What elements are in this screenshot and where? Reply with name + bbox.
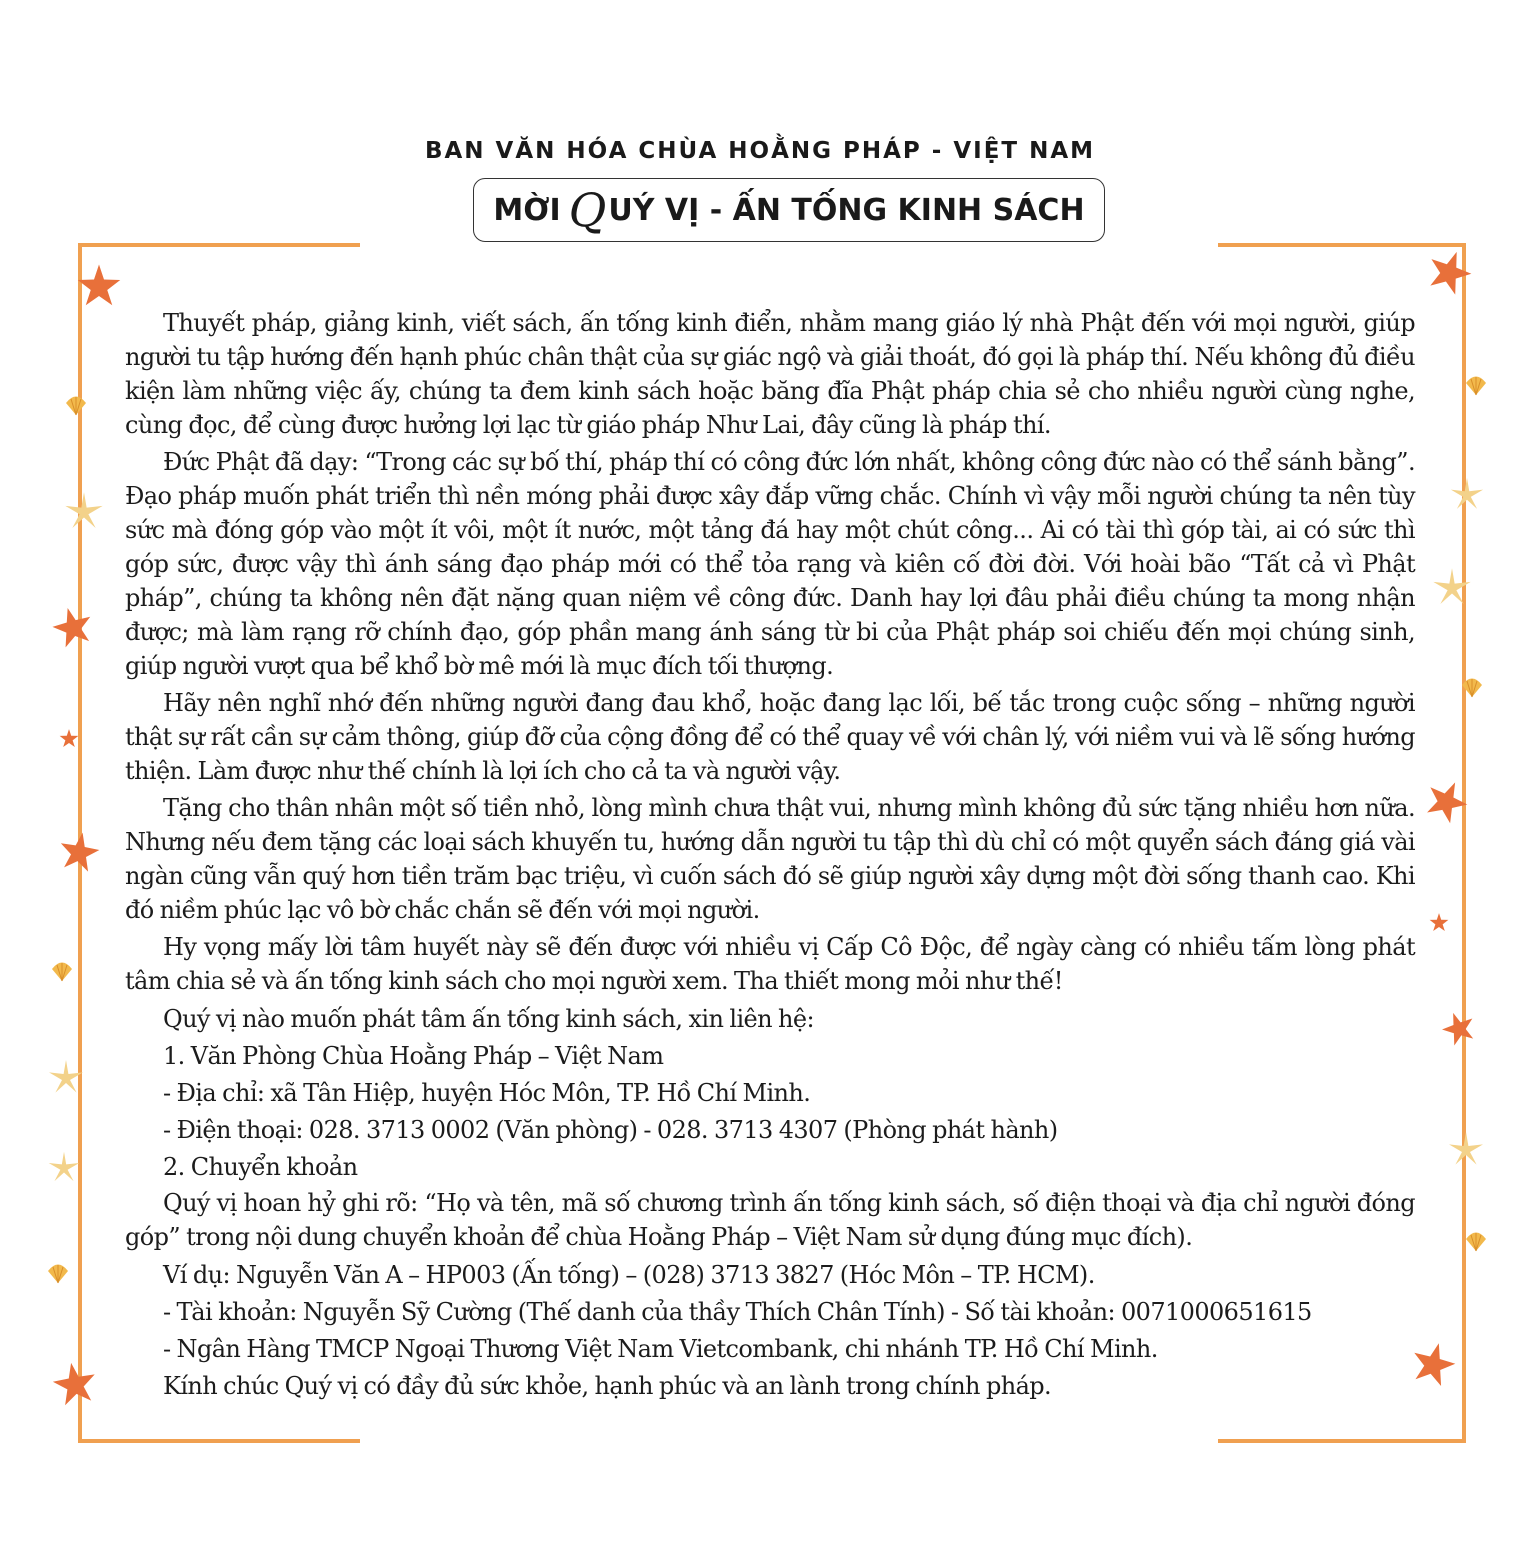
starfish-icon [50,1360,100,1410]
paragraph: Hy vọng mấy lời tâm huyết này sẽ đến được với nhiều vị Cấp Cô Độc, để ngày càng có nhiều tấm lòng phát tâm chia sẻ và ấn tống kinh sách cho mọi người xem. Tha thiết mong mỏi như thế! [125,933,1415,995]
page-title [473,178,1105,242]
title-prefix: MỜI [493,192,561,228]
paragraph: Đức Phật đã dạy: “Trong các sự bố thí, pháp thí có công đức lớn nhất, không công đức nào có thể sánh bằng”. Đạo pháp muốn phát triển thì nền móng phải được xây đắp vững chắc. Chính vì vậy mỗi người chúng ta nên tùy sức mà đóng góp vào một ít vôi, một ít nước, một tảng đá hay một chút công... Ai có tài thì góp tài, ai có sức thì góp sức, được vậy thì ánh sáng đạo pháp mới có thể tỏa rạng và kiên cố đời đời. Với hoài bão “Tất cả vì Phật pháp”, chúng ta không nên đặt nặng quan niệm về công đức. Danh hay lợi đâu phải điều chúng ta mong nhận được; mà làm rạng rỡ chính đạo, góp phần mang ánh sáng từ bi của Phật pháp soi chiếu đến mọi chúng sinh, giúp người vượt qua bể khổ bờ mê mới là mục đích tối thượng. [125,448,1415,680]
starfish-icon [74,262,124,312]
organization-header: BAN VĂN HÓA CHÙA HOẰNG PHÁP - VIỆT NAM [424,138,1096,164]
pale-starfish-icon [46,1150,82,1186]
title-suffix: UÝ VỊ - ẤN TỐNG KINH SÁCH [608,192,1085,228]
transfer-title: 2. Chuyển khoản [163,1153,358,1181]
pale-starfish-icon [1430,566,1474,610]
shell-icon [46,1262,70,1284]
starfish-icon [50,605,96,651]
title-decorative-q: Q [568,183,607,237]
starfish-icon [1428,912,1450,934]
frame-right [1462,243,1466,1443]
frame-top-right [1218,243,1466,247]
body-text [125,306,1415,1405]
frame-bottom-right [1218,1439,1466,1443]
paragraph: Thuyết pháp, giảng kinh, viết sách, ấn tống kinh điển, nhằm mang giáo lý nhà Phật đến với mọi người, giúp người tu tập hướng đến hạnh phúc chân thật của sự giác ngộ và giải thoát, đó gọi là pháp thí. Nếu không đủ điều kiện làm những việc ấy, chúng ta đem kinh sách hoặc băng đĩa Phật pháp chia sẻ cho nhiều người cùng nghe, cùng đọc, để cùng được hưởng lợi lạc từ giáo pháp Như Lai, đây cũng là pháp thí. [125,309,1415,439]
bank-name: - Ngân Hàng TMCP Ngoại Thương Việt Nam Vietcombank, chi nhánh TP. Hồ Chí Minh. [163,1335,1158,1363]
pale-starfish-icon [1446,1130,1486,1170]
frame-bottom-left [78,1439,360,1443]
starfish-icon [1440,1010,1478,1048]
contact-intro: Quý vị nào muốn phát tâm ấn tống kinh sách, xin liên hệ: [163,1005,814,1033]
starfish-icon [58,728,80,750]
transfer-example: Ví dụ: Nguyễn Văn A – HP003 (Ấn tống) – (028) 3713 3827 (Hóc Môn – TP. HCM). [163,1261,1095,1289]
office-address: - Địa chỉ: xã Tân Hiệp, huyện Hóc Môn, TP. Hồ Chí Minh. [163,1079,811,1107]
transfer-note: Quý vị hoan hỷ ghi rõ: “Họ và tên, mã số chương trình ấn tống kinh sách, số điện thoại và địa chỉ người đóng góp” trong nội dung chuyển khoản để chùa Hoằng Pháp – Việt Nam sử dụng đúng mục đích). [125,1189,1415,1251]
shell-icon [50,960,74,982]
shell-icon [1464,374,1488,396]
pale-starfish-icon [62,490,106,534]
shell-icon [64,394,88,416]
bank-account: - Tài khoản: Nguyễn Sỹ Cường (Thế danh của thầy Thích Chân Tính) - Số tài khoản: 0071000651615 [163,1298,1312,1326]
starfish-icon [1424,248,1474,298]
pale-starfish-icon [1448,476,1486,514]
starfish-icon [1408,1340,1458,1390]
pale-starfish-icon [46,1058,86,1098]
frame-top-left [78,243,360,247]
office-phone: - Điện thoại: 028. 3713 0002 (Văn phòng) - 028. 3713 4307 (Phòng phát hành) [163,1116,1058,1144]
starfish-icon [56,830,102,876]
shell-icon [1464,1230,1488,1252]
closing-wish: Kính chúc Quý vị có đầy đủ sức khỏe, hạnh phúc và an lành trong chính pháp. [163,1372,1052,1400]
shell-icon [1460,676,1484,698]
starfish-icon [1422,778,1470,826]
office-title: 1. Văn Phòng Chùa Hoằng Pháp – Việt Nam [163,1042,664,1070]
paragraph: Tặng cho thân nhân một số tiền nhỏ, lòng mình chưa thật vui, nhưng mình không đủ sức tặng nhiều hơn nữa. Nhưng nếu đem tặng các loại sách khuyến tu, hướng dẫn người tu tập thì dù chỉ có một quyển sách đáng giá vài ngàn cũng vẫn quý hơn tiền trăm bạc triệu, vì cuốn sách đó sẽ giúp người xây dựng một đời sống thanh cao. Khi đó niềm phúc lạc vô bờ chắc chắn sẽ đến với mọi người. [125,794,1415,924]
paragraph: Hãy nên nghĩ nhớ đến những người đang đau khổ, hoặc đang lạc lối, bế tắc trong cuộc sống – những người thật sự rất cần sự cảm thông, giúp đỡ của cộng đồng để có thể quay về với chân lý, với niềm vui và lẽ sống hướng thiện. Làm được như thế chính là lợi ích cho cả ta và người vậy. [125,689,1415,785]
